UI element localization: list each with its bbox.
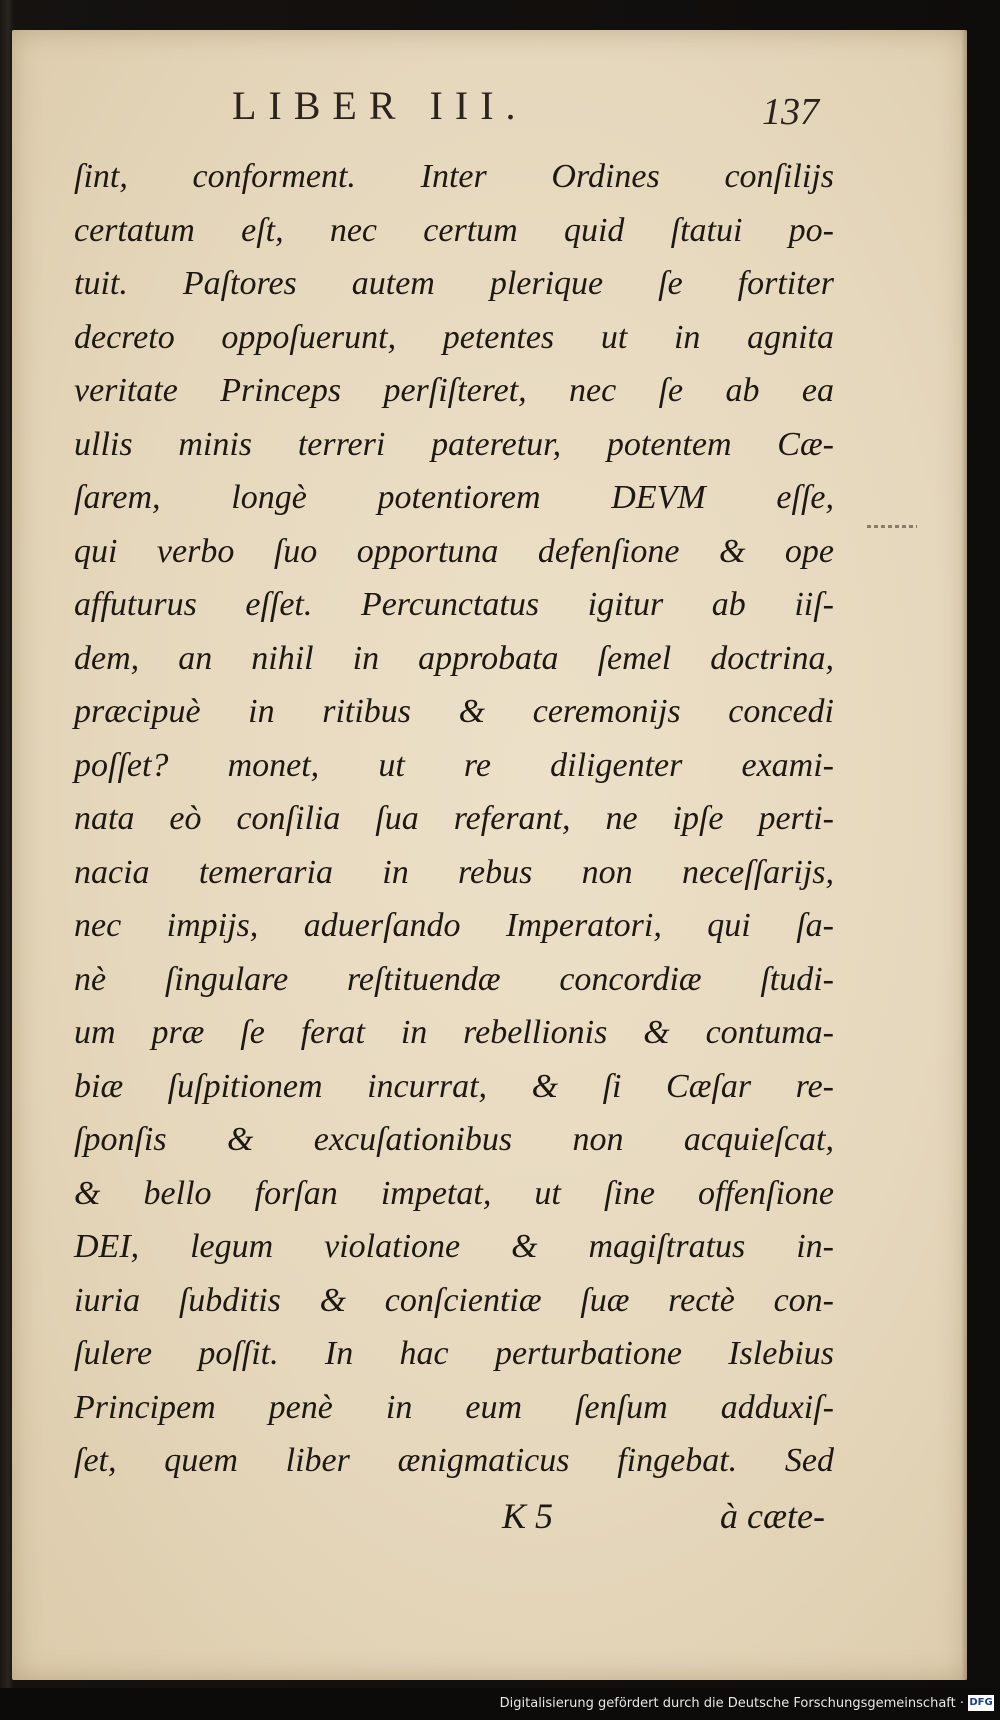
page-edge-shadow	[961, 30, 967, 1680]
text-line: Principem penè in eum ſenſum adduxiſ-	[74, 1388, 834, 1426]
footer-bar	[0, 1688, 1000, 1720]
text-line: decreto oppoſuerunt, petentes ut in agnita	[74, 318, 834, 356]
page-number: 137	[762, 91, 819, 133]
catchword: à cæte-	[720, 1496, 825, 1536]
body-text	[74, 150, 834, 1488]
text-line: tuit. Paſtores autem plerique ſe fortiter	[74, 265, 834, 302]
text-line: dem, an nihil in approbata ſemel doctrina,	[74, 639, 834, 677]
text-line: DEI, legum violatione & magiſtratus in-	[74, 1228, 834, 1265]
text-line: & bello forſan impetat, ut ſine offenſione	[74, 1174, 834, 1212]
dfg-logo-icon: DFG	[968, 1695, 994, 1711]
text-line: nè ſingulare reſtituendæ concordiæ ſtudi-	[74, 960, 834, 998]
text-line: poſſet? monet, ut re diligenter exami-	[74, 746, 834, 784]
text-line: præcipuè in ritibus & ceremonijs concedi	[74, 693, 834, 730]
text-line: affuturus eſſet. Percunctatus igitur ab iiſ-	[74, 586, 834, 623]
text-line: certatum eſt, nec certum quid ſtatui po-	[74, 211, 834, 249]
text-line: nacia temeraria in rebus non neceſſarijs,	[74, 853, 834, 891]
text-line: ſarem, longè potentiorem DEVM eſſe,	[74, 479, 834, 516]
text-line: ſet, quem liber ænigmaticus fingebat. Sed	[74, 1442, 834, 1479]
margin-mark	[867, 525, 917, 528]
funding-credit: Digitalisierung gefördert durch die Deutsche Forschungsgemeinschaft ·	[499, 1696, 964, 1711]
text-line: ſint, conforment. Inter Ordines conſilijs	[74, 158, 834, 195]
text-line: um præ ſe ferat in rebellionis & contuma-	[74, 1014, 834, 1051]
text-line: nec impijs, aduerſando Imperatori, qui ſa-	[74, 907, 834, 944]
signature-mark: K 5	[502, 1496, 554, 1536]
text-line: iuria ſubditis & conſcientiæ ſuæ rectè con-	[74, 1281, 834, 1319]
text-line: biæ ſuſpitionem incurrat, & ſi Cæſar re-	[74, 1067, 834, 1105]
book-page	[12, 30, 967, 1680]
running-title: LIBER III.	[232, 83, 528, 128]
text-line: ſponſis & excuſationibus non acquieſcat,	[74, 1121, 834, 1158]
text-line: ullis minis terreri pateretur, potentem Cæ-	[74, 425, 834, 463]
text-line: qui verbo ſuo opportuna defenſione & ope	[74, 532, 834, 570]
text-line: nata eò conſilia ſua referant, ne ipſe perti-	[74, 800, 834, 837]
text-line: ſulere poſſit. In hac perturbatione Islebius	[74, 1335, 834, 1372]
text-line: veritate Princeps perſiſteret, nec ſe ab ea	[74, 372, 834, 409]
